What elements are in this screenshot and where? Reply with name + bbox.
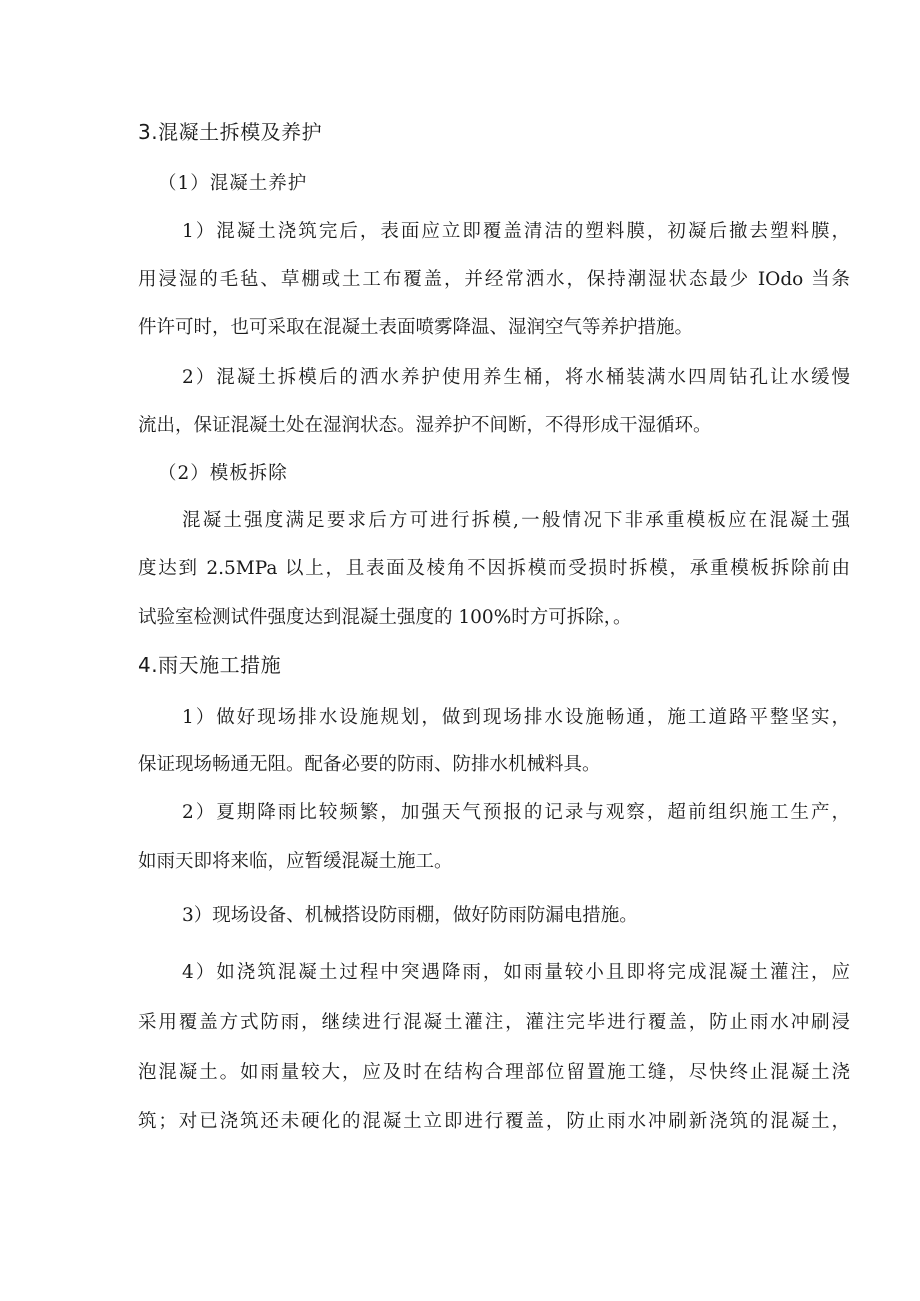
paragraph-line: 保证现场畅通无阻。配备必要的防雨、防排水机械料具。 bbox=[138, 754, 601, 775]
paragraph-line: 2）混凝土拆模后的洒水养护使用养生桶，将水桶装满水四周钻孔让水缓慢 bbox=[182, 367, 850, 388]
section-heading-4: 4.雨天施工措施 bbox=[138, 653, 282, 677]
paragraph-line: 1）混凝土浇筑完后，表面应立即覆盖清洁的塑料膜，初凝后撤去塑料膜， bbox=[182, 221, 850, 242]
paragraph-line: 如雨天即将来临，应暂缓混凝土施工。 bbox=[138, 851, 453, 872]
paragraph-line: 混凝土强度满足要求后方可进行拆模,一般情况下非承重模板应在混凝土强 bbox=[182, 510, 850, 531]
paragraph-line: 泡混凝土。如雨量较大，应及时在结构合理部位留置施工缝，尽快终止混凝土浇 bbox=[138, 1062, 850, 1083]
subsection-title-1: （1）混凝土养护 bbox=[158, 173, 308, 194]
paragraph-line: 件许可时，也可采取在混凝土表面喷雾降温、湿润空气等养护措施。 bbox=[138, 317, 694, 338]
paragraph-line: 筑；对已浇筑还未硬化的混凝土立即进行覆盖，防止雨水冲刷新浇筑的混凝土， bbox=[138, 1111, 850, 1132]
paragraph-line: 度达到 2.5MPa 以上，且表面及棱角不因拆模而受损时拆模，承重模板拆除前由 bbox=[138, 558, 850, 579]
section-heading-3: 3.混凝土拆模及养护 bbox=[138, 120, 323, 144]
paragraph-line: 试验室检测试件强度达到混凝土强度的 100%时方可拆除，。 bbox=[138, 607, 632, 628]
subsection-title-2: （2）模板拆除 bbox=[158, 463, 288, 484]
paragraph-line: 3）现场设备、机械搭设防雨棚，做好防雨防漏电措施。 bbox=[182, 905, 638, 926]
paragraph-line: 1）做好现场排水设施规划，做到现场排水设施畅通，施工道路平整坚实， bbox=[182, 707, 850, 728]
paragraph-line: 4）如浇筑混凝土过程中突遇降雨，如雨量较小且即将完成混凝土灌注，应 bbox=[182, 962, 850, 983]
paragraph-line: 2）夏期降雨比较频繁，加强天气预报的记录与观察，超前组织施工生产， bbox=[182, 802, 850, 823]
paragraph-line: 流出，保证混凝土处在湿润状态。湿养护不间断，不得形成干湿循环。 bbox=[138, 415, 712, 436]
paragraph-line: 采用覆盖方式防雨，继续进行混凝土灌注，灌注完毕进行覆盖，防止雨水冲刷浸 bbox=[138, 1012, 850, 1033]
paragraph-line: 用浸湿的毛毡、草棚或土工布覆盖，并经常洒水，保持潮湿状态最少 IOdo 当条 bbox=[138, 269, 850, 290]
